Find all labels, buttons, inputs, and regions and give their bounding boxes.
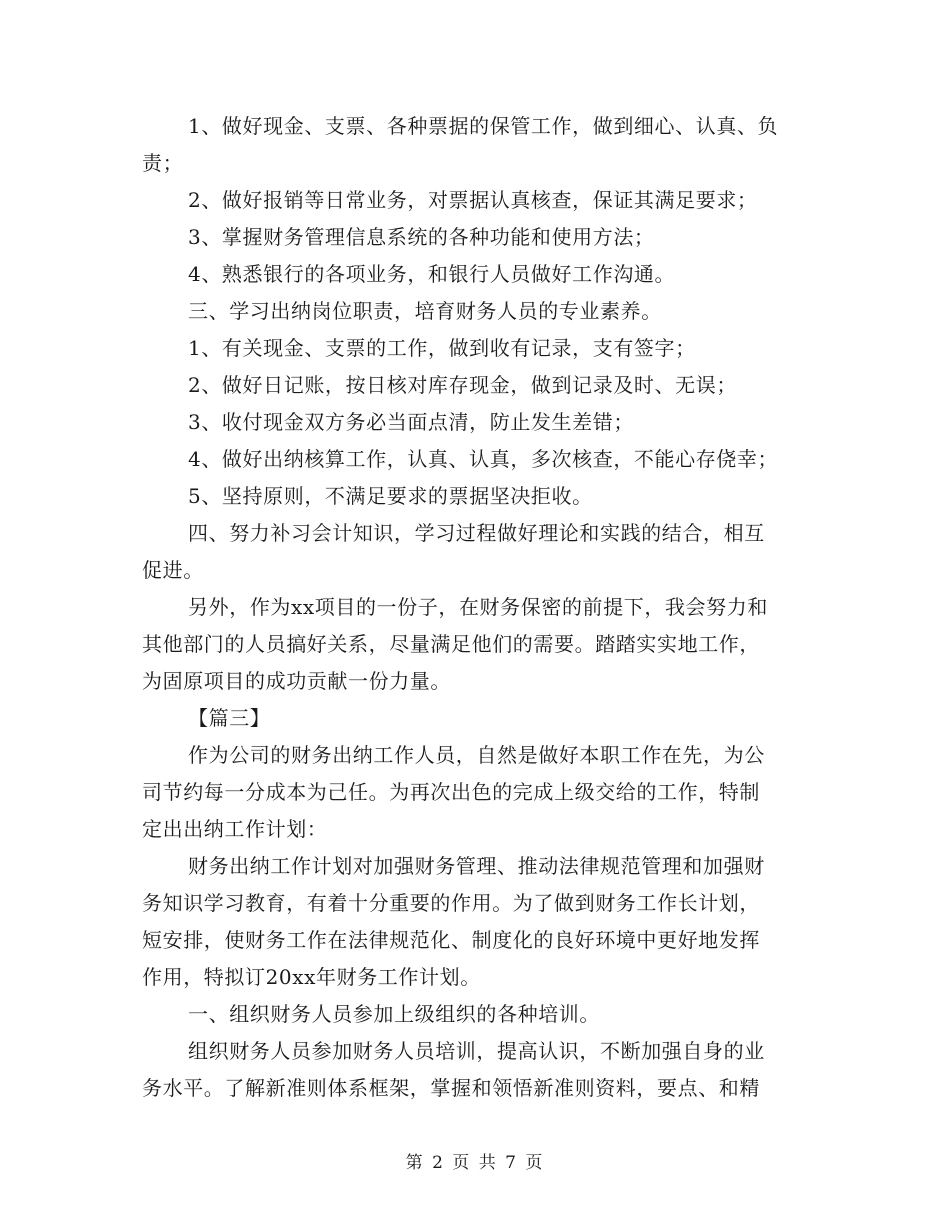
text-line: 【篇三】 bbox=[188, 706, 271, 730]
text-line: 1、有关现金、支票的工作，做到收有记录，支有签字； bbox=[188, 336, 696, 360]
text-line: 四、努力补习会计知识，学习过程做好理论和实践的结合，相互 bbox=[188, 521, 765, 545]
text-line: 其他部门的人员搞好关系，尽量满足他们的需要。踏踏实实地工作， bbox=[142, 632, 760, 656]
text-line: 另外，作为xx项目的一份子，在财务保密的前提下，我会努力和 bbox=[188, 595, 768, 619]
text-line: 2、做好日记账，按日核对库存现金，做到记录及时、无误； bbox=[188, 373, 737, 397]
text-line: 一、组织财务人员参加上级组织的各种培训。 bbox=[188, 1002, 600, 1026]
text-line: 4、熟悉银行的各项业务，和银行人员做好工作沟通。 bbox=[188, 262, 676, 286]
text-line: 3、收付现金双方务必当面点清，防止发生差错； bbox=[188, 410, 634, 434]
text-line: 作为公司的财务出纳工作人员，自然是做好本职工作在先，为公 bbox=[188, 743, 765, 767]
text-line: 短安排，使财务工作在法律规范化、制度化的良好环境中更好地发挥 bbox=[142, 928, 760, 952]
text-line: 务水平。了解新准则体系框架，掌握和领悟新准则资料，要点、和精 bbox=[142, 1076, 760, 1100]
text-line: 4、做好出纳核算工作，认真、认真，多次核查，不能心存侥幸； bbox=[188, 447, 779, 471]
text-line: 1、做好现金、支票、各种票据的保管工作，做到细心、认真、负 bbox=[188, 114, 779, 138]
text-line: 为固原项目的成功贡献一份力量。 bbox=[142, 669, 451, 693]
text-line: 定出出纳工作计划： bbox=[142, 817, 328, 841]
text-line: 作用，特拟订20xx年财务工作计划。 bbox=[142, 965, 481, 989]
text-line: 责； bbox=[142, 151, 184, 175]
text-line: 司节约每一分成本为己任。为再次出色的完成上级交给的工作，特制 bbox=[142, 780, 760, 804]
text-line: 促进。 bbox=[142, 558, 204, 582]
text-line: 5、坚持原则，不满足要求的票据坚决拒收。 bbox=[188, 484, 593, 508]
text-line: 3、掌握财务管理信息系统的各种功能和使用方法； bbox=[188, 225, 655, 249]
text-line: 三、学习出纳岗位职责，培育财务人员的专业素养。 bbox=[188, 299, 662, 323]
text-line: 务知识学习教育，有着十分重要的作用。为了做到财务工作长计划， bbox=[142, 891, 760, 915]
text-line: 组织财务人员参加财务人员培训，提高认识，不断加强自身的业 bbox=[188, 1039, 765, 1063]
page-footer: 第 2 页 共 7 页 bbox=[405, 1153, 545, 1173]
document-body bbox=[142, 108, 810, 1107]
text-line: 2、做好报销等日常业务，对票据认真核查，保证其满足要求； bbox=[188, 188, 758, 212]
text-line: 财务出纳工作计划对加强财务管理、推动法律规范管理和加强财 bbox=[188, 854, 765, 878]
